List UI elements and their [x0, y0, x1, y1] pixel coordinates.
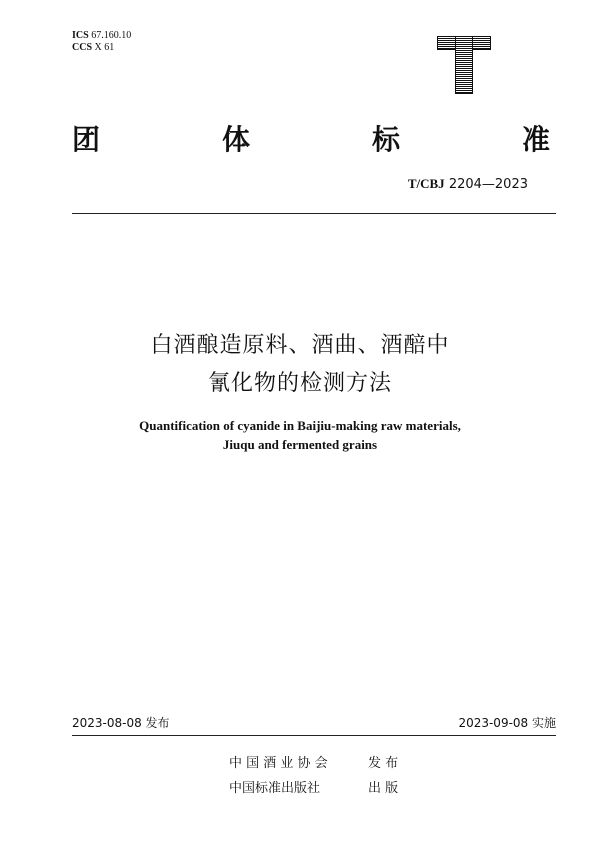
logo-t-stem	[455, 36, 473, 94]
standard-number-value: 2204—2023	[448, 177, 528, 192]
printer-action: 出 版	[368, 781, 399, 796]
standard-logo-t	[437, 36, 491, 94]
issue-date: 2023-08-08 发布	[72, 716, 170, 730]
ics-code: 67.160.10	[91, 30, 132, 41]
standard-number	[408, 176, 528, 192]
standard-type-char: 体	[221, 123, 252, 156]
classification-codes	[72, 30, 131, 54]
standard-type-char: 准	[521, 123, 552, 156]
standard-number-prefix: T/CBJ	[407, 176, 445, 191]
top-divider	[72, 213, 556, 214]
title-en-line1: Quantification of cyanide in Baijiu-making raw materials,	[139, 418, 461, 433]
ics-label: ICS	[72, 30, 89, 41]
standard-type	[72, 118, 552, 158]
title-cn-line2: 氰化物的检测方法	[207, 371, 392, 396]
implement-date: 2023-09-08 实施	[458, 716, 556, 730]
ccs-label: CCS	[72, 42, 93, 53]
issuer-name: 中 国 酒 业 协 会	[229, 756, 328, 771]
ccs-code: X 61	[94, 42, 115, 53]
bottom-divider	[72, 735, 556, 736]
ccs-line	[72, 42, 131, 54]
standard-type-char: 标	[371, 123, 402, 156]
printer-name: 中国标准出版社	[229, 781, 321, 796]
ics-line	[72, 30, 131, 42]
issuer-action: 发 布	[368, 756, 399, 771]
title-cn-line1: 白酒酿造原料、酒曲、酒醅中	[150, 333, 450, 358]
standard-type-char: 团	[72, 123, 103, 156]
title-en-line2: Jiuqu and fermented grains	[222, 437, 378, 452]
